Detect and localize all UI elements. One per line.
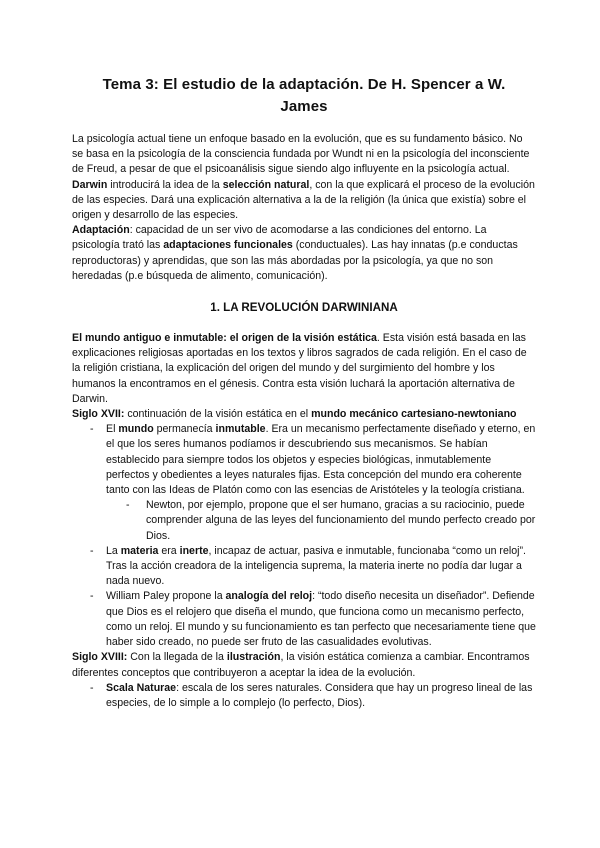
text-run: , incapaz de actuar, pasiva e inmutable, funcionaba “como un reloj”. Tras la acción creadora de la inteligencia suprema, la materia inerte no podía dar lugar a nada nuevo. [106, 544, 526, 588]
term-inmutable: inmutable [215, 423, 266, 436]
intro-paragraph-3 [72, 223, 536, 284]
siglo-xviii-list [72, 681, 536, 711]
text-run: . Esta visión está basada en las explicaciones religiosas aportadas en los textos y libros sagrados de cada religión. En el caso de la religión cristiana, la explicación del origen del mundo y del surgimiento del hombre y los humanos la encontramos en el génesis. Contra esta visión luchará la aportación alternativa de Darwin. [72, 332, 527, 405]
sub-list [106, 498, 536, 544]
siglo-xvii-paragraph [72, 407, 536, 422]
term-inerte: inerte [179, 544, 209, 557]
term-siglo-xviii: Siglo XVIII: [72, 651, 128, 664]
text-run: La [106, 544, 121, 557]
text-run: . Era un mecanismo perfectamente diseñado y eterno, en el que los seres humanos podíamos ir descubriendo sus mecanismos. Se habían establecido para siempre todos los objetos y especies biológicas, inmutablemente perfectos y obedientes a leyes naturales fijas. Esta concepción del mundo era coherente tanto con las Ideas de Platón como con las esencias de Aristóteles y la teología cristiana. [106, 423, 536, 497]
sub-list-item: - Newton, por ejemplo, propone que el ser humano, gracias a su raciocinio, puede comprender alguna de las leyes del funcionamiento del mundo perfecto creado por Dios. [126, 498, 536, 544]
term-materia: materia [120, 544, 159, 557]
text-run: era [158, 544, 180, 557]
text-run: , con la que explicará el proceso de la evolución de las especies. Dará una explicación alternativa a la de la religión (la única que existía) sobre el origen y desarrollo de las especies. [72, 178, 535, 222]
term-darwin: Darwin [72, 178, 108, 191]
text-run: : escala de los seres naturales. Considera que hay un progreso lineal de las especies, de lo simple a lo complejo (lo perfecto, Dios). [106, 681, 533, 709]
intro-paragraph-1: La psicología actual tiene un enfoque basado en la evolución, que es su fundamento básico. No se basa en la psicología de la consciencia fundada por Wundt ni en la psicología del inconsciente de Freud, a pesar de que el psicoanálisis sigue siendo algo influyente en la psicología actual. [72, 133, 530, 176]
document-page [72, 74, 536, 711]
siglo-xviii-paragraph [72, 650, 536, 680]
text-run: (conductuales). Las hay innatas (p.e conductas reproductoras) y aprendidas, que son las más abordadas por la psicología, ya que no son heredadas (p.e búsqueda de alimento, comunicación). [72, 239, 518, 282]
text-run: El [106, 423, 119, 436]
text-run: Con la llegada de la [127, 651, 227, 664]
section-heading: 1. LA REVOLUCIÓN DARWINIANA [210, 301, 398, 315]
list-item [72, 589, 536, 650]
section-paragraph-mundo-antiguo [72, 331, 536, 407]
list-item [72, 422, 536, 544]
term-mundo-mecanico: mundo mecánico cartesiano-newtoniano [311, 408, 517, 421]
title-line-2: James [280, 98, 328, 115]
term-mundo: mundo [118, 423, 154, 436]
intro-paragraph-2 [72, 178, 536, 224]
text-run: introducirá la idea de la [107, 178, 223, 191]
text-run: : “todo diseño necesita un diseñador”. Defiende que Dios es el relojero que diseña el mundo, que funciona como un mecanismo perfecto, como un reloj. El mundo y su funcionamiento es tan perfecto que necesariamente tiene que haber sido creado, no puede ser fruto de las casualidades evolutivas. [106, 590, 536, 649]
list-item [72, 681, 536, 711]
text-run: William Paley propone la [106, 590, 226, 603]
siglo-xvii-list [72, 422, 536, 650]
document-title [72, 74, 536, 118]
term-analogia-del-reloj: analogía del reloj [225, 590, 313, 603]
term-seleccion-natural: selección natural [222, 178, 310, 191]
term-adaptaciones-funcionales: adaptaciones funcionales [163, 239, 293, 252]
term-mundo-antiguo: El mundo antiguo e inmutable: el origen de la visión estática [72, 332, 377, 345]
text-run: , la visión estática comienza a cambiar. Encontramos diferentes conceptos que contribuyeron a aceptar la idea de la evolución. [72, 651, 530, 679]
term-adaptacion: Adaptación [72, 224, 130, 237]
text-run: continuación de la visión estática en el [124, 408, 312, 421]
list-item [72, 544, 536, 590]
term-scala-naturae: Scala Naturae [106, 681, 177, 694]
term-ilustracion: ilustración [226, 651, 281, 664]
term-siglo-xvii: Siglo XVII: [72, 408, 125, 421]
text-run: permanecía [153, 423, 216, 436]
text-run: : capacidad de un ser vivo de acomodarse a las condiciones del entorno. La psicología trató las [72, 224, 487, 252]
title-line-1: Tema 3: El estudio de la adaptación. De H. Spencer a W. [102, 76, 506, 93]
